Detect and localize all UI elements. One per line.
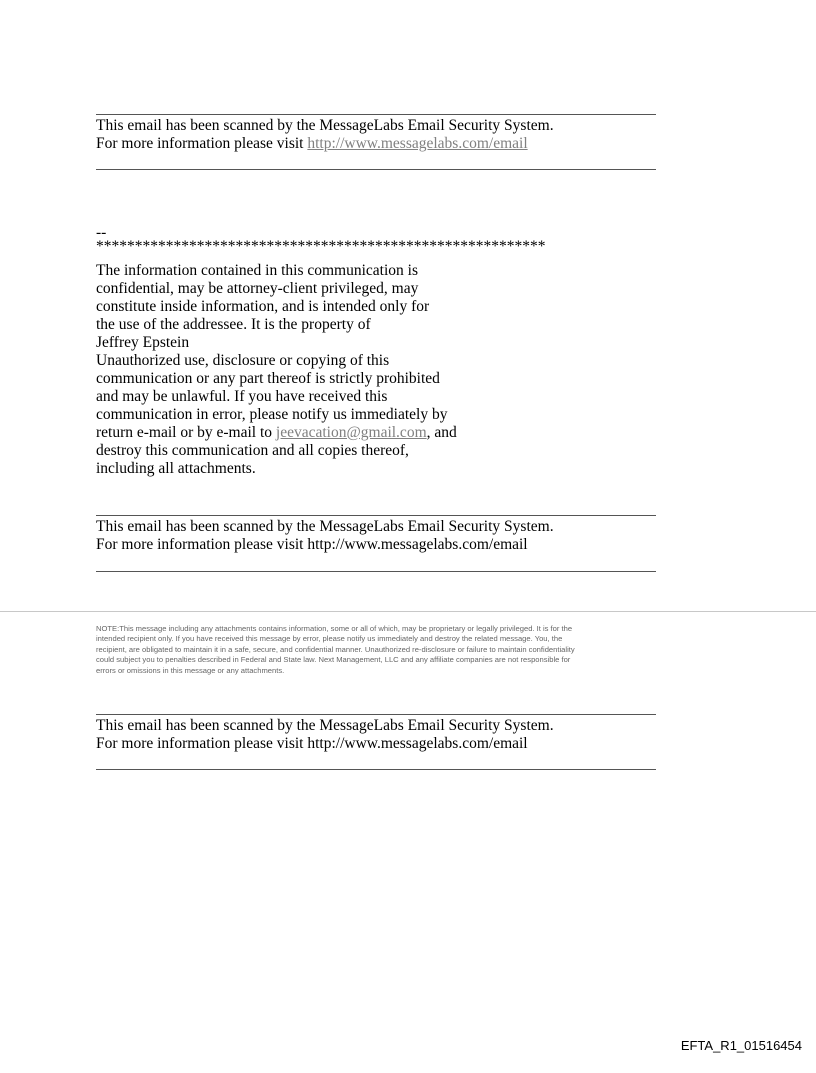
divider-top-1 bbox=[96, 114, 656, 115]
confidentiality-line: the use of the addressee. It is the property of bbox=[96, 316, 371, 333]
scan-notice-2 bbox=[96, 518, 554, 554]
scan-notice-1 bbox=[96, 117, 554, 153]
confidentiality-line: and may be unlawful. If you have received this bbox=[96, 388, 388, 405]
note-line: intended recipient only. If you have received this message by error, please notify us immediately and destroy the related message. You, the bbox=[96, 634, 563, 644]
divider-top-3 bbox=[96, 714, 656, 715]
divider-top-2 bbox=[96, 515, 656, 516]
signature-dashes: -- bbox=[96, 224, 107, 241]
confidentiality-line: The information contained in this communication is bbox=[96, 262, 418, 279]
scan-notice-3-line1: This email has been scanned by the MessageLabs Email Security System. bbox=[96, 717, 554, 734]
confidentiality-email-line bbox=[96, 424, 457, 442]
legal-note bbox=[96, 624, 716, 676]
scan-notice-1-line2 bbox=[96, 135, 554, 153]
scan-notice-1-prefix: For more information please visit bbox=[96, 135, 308, 152]
confidentiality-line: constitute inside information, and is intended only for bbox=[96, 298, 430, 315]
scan-notice-2-line1: This email has been scanned by the MessageLabs Email Security System. bbox=[96, 518, 554, 535]
divider-bottom-2 bbox=[96, 571, 656, 572]
scan-notice-3-line2: For more information please visit http://www.messagelabs.com/email bbox=[96, 735, 528, 752]
email-line-prefix: return e-mail or by e-mail to bbox=[96, 424, 276, 441]
messagelabs-link[interactable]: http://www.messagelabs.com/email bbox=[307, 135, 528, 152]
confidentiality-line: Jeffrey Epstein bbox=[96, 334, 190, 351]
divider-bottom-1 bbox=[96, 169, 656, 170]
scan-notice-3 bbox=[96, 717, 554, 753]
note-line: could subject you to penalties described in Federal and State law. Next Management, LLC and any affiliate companies are not responsible for bbox=[96, 655, 571, 665]
confidentiality-line: including all attachments. bbox=[96, 460, 256, 477]
confidentiality-notice bbox=[96, 262, 457, 478]
document-id: EFTA_R1_01516454 bbox=[680, 1038, 802, 1053]
email-link[interactable]: jeevacation@gmail.com bbox=[275, 424, 427, 441]
scan-notice-1-line1: This email has been scanned by the MessageLabs Email Security System. bbox=[96, 117, 554, 134]
signature-separator bbox=[96, 226, 546, 254]
note-line: NOTE:This message including any attachments contains information, some or all of which, may be proprietary or legally privileged. It is for the bbox=[96, 624, 573, 633]
confidentiality-line: Unauthorized use, disclosure or copying of this bbox=[96, 352, 390, 369]
note-line: errors or omissions in this message or any attachments. bbox=[96, 665, 285, 675]
divider-bottom-3 bbox=[96, 769, 656, 770]
scan-notice-2-line2: For more information please visit http://www.messagelabs.com/email bbox=[96, 536, 528, 553]
note-line: recipient, are obligated to maintain it in a safe, secure, and confidential manner. Unauthorized re-disclosure or failure to maintain confidentiality bbox=[96, 644, 575, 654]
confidentiality-line: destroy this communication and all copies thereof, bbox=[96, 442, 409, 459]
confidentiality-line: confidential, may be attorney-client privileged, may bbox=[96, 280, 419, 297]
confidentiality-line: communication or any part thereof is strictly prohibited bbox=[96, 370, 440, 387]
signature-stars: ********************************************************** bbox=[96, 238, 546, 255]
email-line-suffix: , and bbox=[426, 424, 457, 441]
confidentiality-line: communication in error, please notify us immediately by bbox=[96, 406, 448, 423]
section-separator bbox=[0, 611, 816, 612]
